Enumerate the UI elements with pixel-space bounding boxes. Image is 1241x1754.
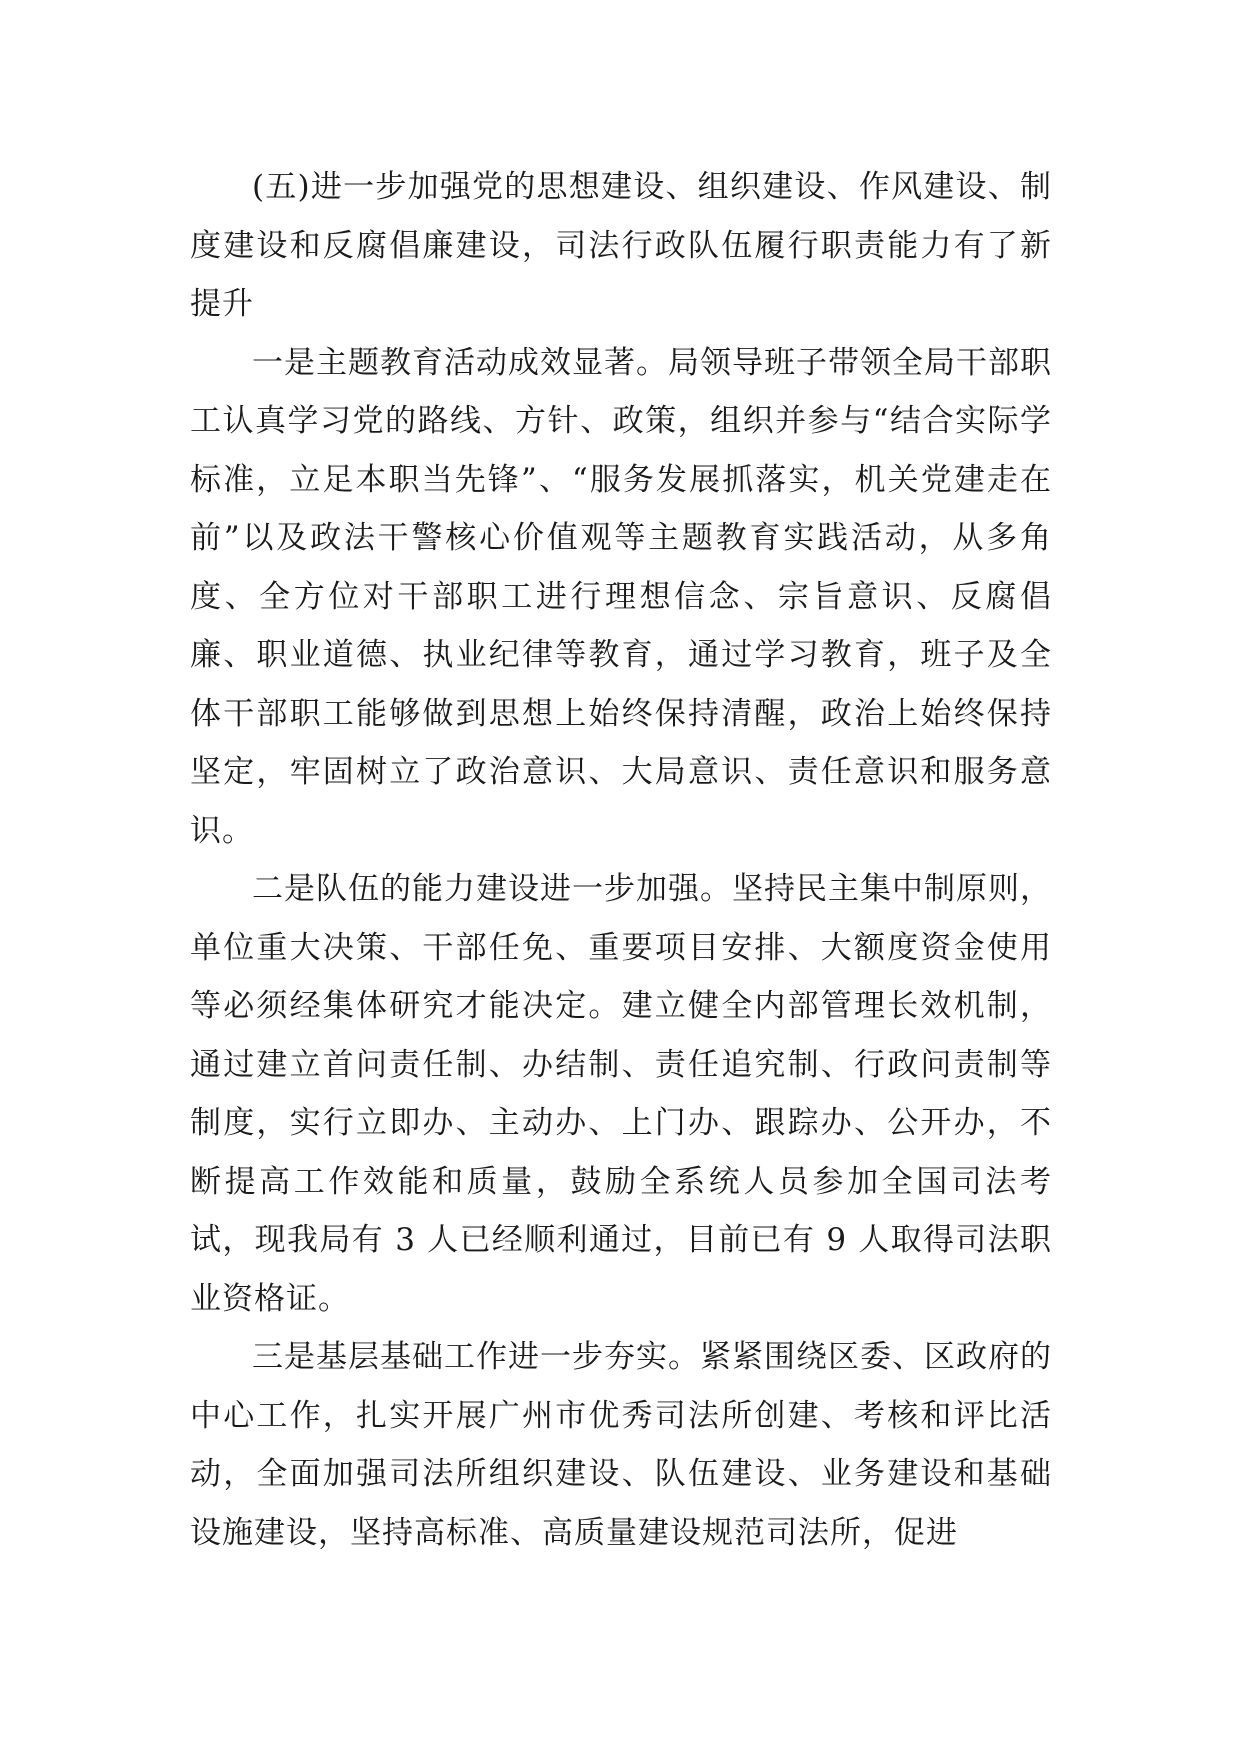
section-heading: (五)进一步加强党的思想建设、组织建设、作风建设、制度建设和反腐倡廉建设，司法行政队伍履行职责能力有了新提升 <box>190 169 1052 322</box>
paragraph-grassroots-work: 三是基层基础工作进一步夯实。紧紧围绕区委、区政府的中心工作，扎实开展广州市优秀司法所创建、考核和评比活动，全面加强司法所组织建设、队伍建设、业务建设和基础设施建设，坚持高标准、高质量建设规范司法所，促进 <box>190 1339 1052 1551</box>
document-body <box>190 158 1052 1562</box>
paragraph-theme-education: 一是主题教育活动成效显著。局领导班子带领全局干部职工认真学习党的路线、方针、政策，组织并参与“结合实际学标准，立足本职当先锋”、“服务发展抓落实，机关党建走在前”以及政法干警核心价值观等主题教育实践活动，从多角度、全方位对干部职工进行理想信念、宗旨意识、反腐倡廉、职业道德、执业纪律等教育，通过学习教育，班子及全体干部职工能够做到思想上始终保持清醒，政治上始终保持坚定，牢固树立了政治意识、大局意识、责任意识和服务意识。 <box>190 344 1052 849</box>
paragraph-team-capacity: 二是队伍的能力建设进一步加强。坚持民主集中制原则，单位重大决策、干部任免、重要项目安排、大额度资金使用等必须经集体研究才能决定。建立健全内部管理长效机制，通过建立首问责任制、办结制、责任追究制、行政问责制等制度，实行立即办、主动办、上门办、跟踪办、公开办，不断提高工作效能和质量，鼓励全系统人员参加全国司法考试，现我局有 3 人已经顺利通过，目前已有 9 人取得司法职业资格证。 <box>190 871 1052 1317</box>
